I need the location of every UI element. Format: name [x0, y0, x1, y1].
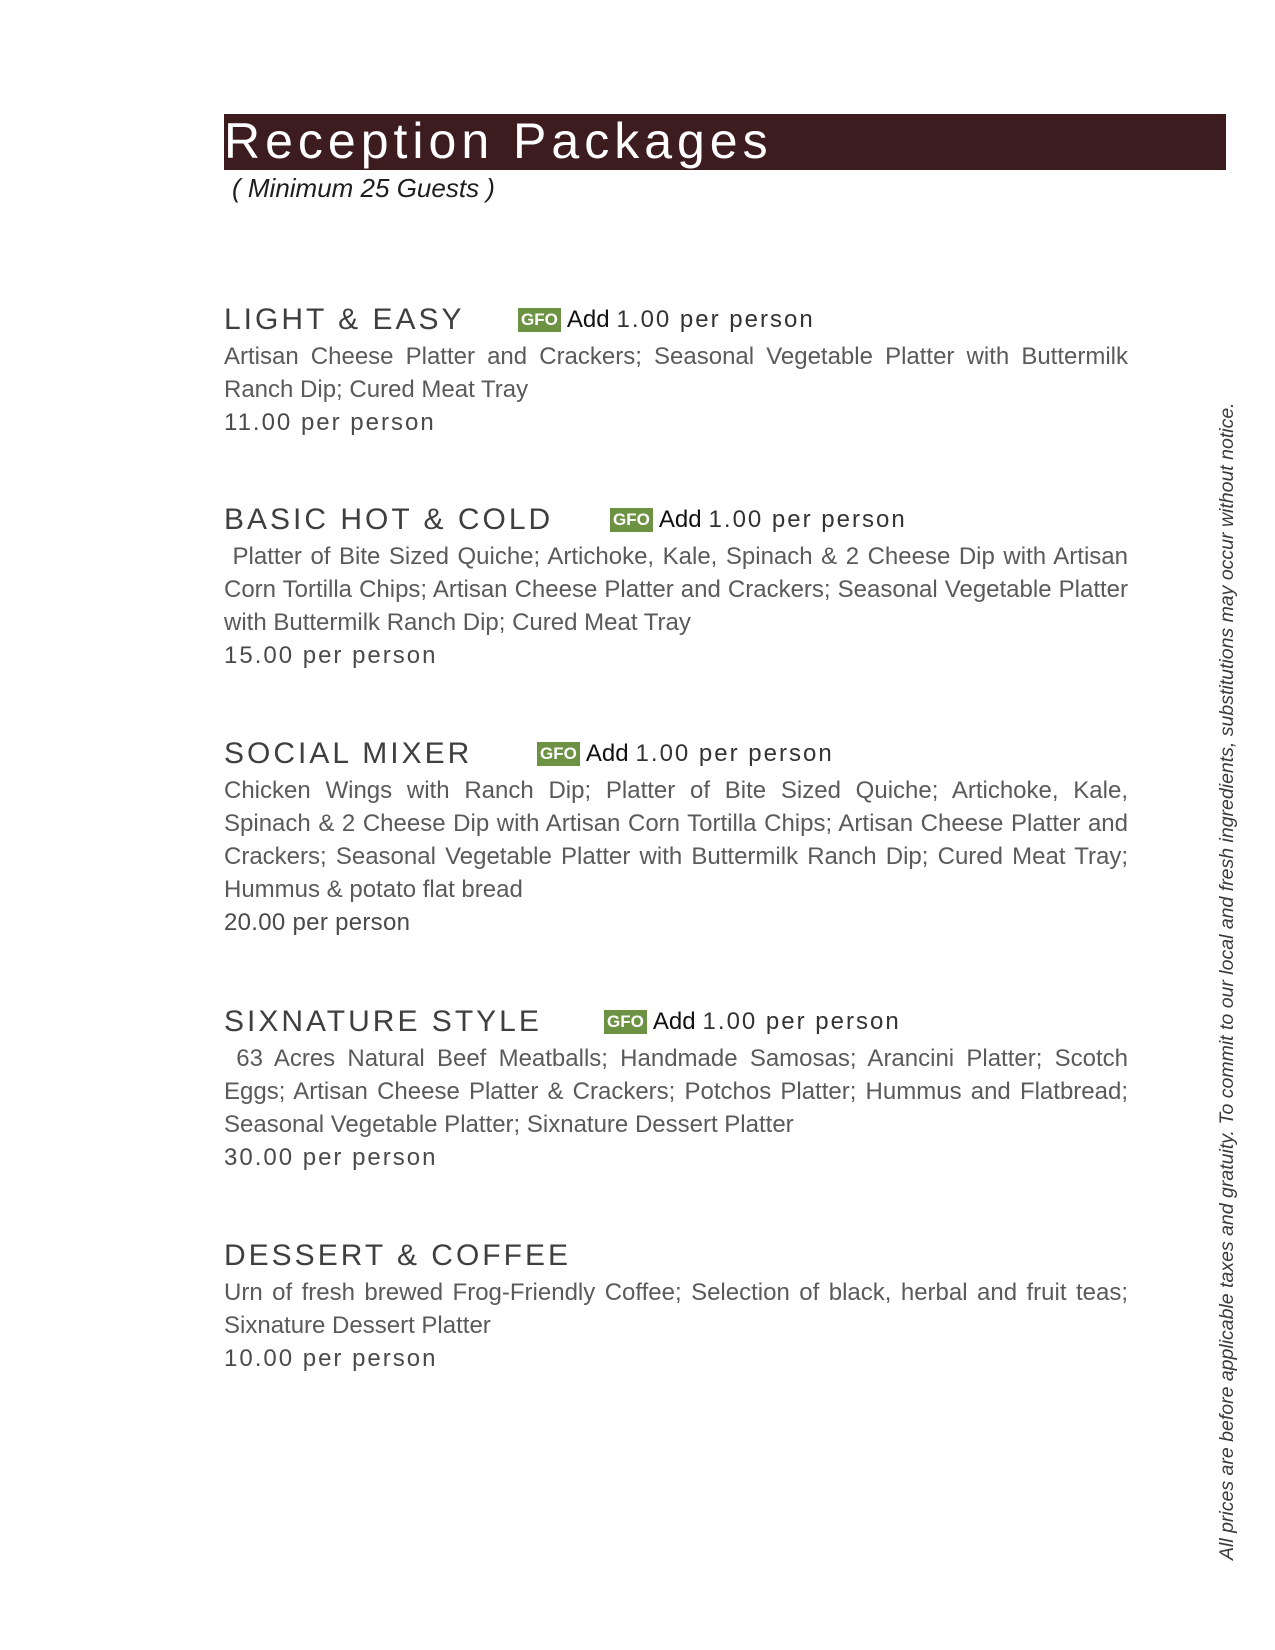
gfo-add-price: 1.00 per person: [616, 306, 815, 333]
package-price: 11.00 per person: [224, 409, 436, 436]
gfo-badge: GFO: [610, 508, 653, 532]
package-description: 63 Acres Natural Beef Meatballs; Handmade Samosas; Arancini Platter; Scotch Eggs; Artisan Cheese Platter & Crackers; Potchos Platter; Hummus and Flatbread; Seasonal Vegetable Platter; Sixnature Dessert Platter: [224, 1045, 1128, 1138]
package-header: [224, 1238, 1128, 1274]
gfo-add-price: 1.00 per person: [635, 740, 834, 767]
package-description: Urn of fresh brewed Frog-Friendly Coffee; Selection of black, herbal and fruit teas; Sixnature Dessert Platter: [224, 1279, 1128, 1339]
package-description: Platter of Bite Sized Quiche; Artichoke, Kale, Spinach & 2 Cheese Dip with Artisan Corn Tortilla Chips; Artisan Cheese Platter and Crackers; Seasonal Vegetable Platter with Buttermilk Ranch Dip; Cured Meat Tray: [224, 543, 1128, 636]
package-price: 30.00 per person: [224, 1144, 438, 1171]
pricing-disclaimer: All prices are before applicable taxes and gratuity. To commit to our local and fresh ingredients, substitutions may occur without notice.: [1216, 402, 1238, 1560]
gfo-add-word: Add: [652, 1008, 696, 1035]
package-name: DESSERT & COFFEE: [224, 1239, 571, 1272]
package-price: 10.00 per person: [224, 1345, 438, 1372]
gfo-add-price: 1.00 per person: [708, 506, 907, 533]
package-sixnature-style: [224, 1004, 1128, 1175]
gfo-badge: GFO: [537, 742, 580, 766]
package-price: 15.00 per person: [224, 642, 438, 669]
gfo-badge: GFO: [604, 1010, 647, 1034]
package-description: Artisan Cheese Platter and Crackers; Seasonal Vegetable Platter with Buttermilk Ranch Dip; Cured Meat Tray: [224, 343, 1128, 403]
package-header: [224, 1004, 1128, 1040]
package-social-mixer: [224, 736, 1128, 940]
package-header: [224, 502, 1128, 538]
gfo-add-word: Add: [658, 506, 702, 533]
package-name: BASIC HOT & COLD: [224, 503, 554, 536]
page-subtitle: ( Minimum 25 Guests ): [232, 173, 495, 203]
package-light-and-easy: [224, 302, 1128, 440]
page-title: Reception Packages: [224, 113, 773, 169]
package-name: SOCIAL MIXER: [224, 737, 473, 770]
package-header: [224, 302, 1128, 338]
package-header: [224, 736, 1128, 772]
package-name: SIXNATURE STYLE: [224, 1005, 542, 1038]
gfo-add-price: 1.00 per person: [702, 1008, 901, 1035]
gfo-badge: GFO: [518, 308, 561, 332]
gfo-add-word: Add: [566, 306, 610, 333]
package-name: LIGHT & EASY: [224, 303, 465, 336]
package-description: Chicken Wings with Ranch Dip; Platter of Bite Sized Quiche; Artichoke, Kale, Spinach & 2 Cheese Dip with Artisan Corn Tortilla Chips; Artisan Cheese Platter and Crackers; Seasonal Vegetable Platter with Buttermilk Ranch Dip; Cured Meat Tray; Hummus & potato flat bread: [224, 777, 1128, 903]
package-basic-hot-and-cold: [224, 502, 1128, 673]
package-price: 20.00 per person: [224, 909, 411, 936]
gfo-add-word: Add: [585, 740, 629, 767]
package-dessert-and-coffee: [224, 1238, 1128, 1376]
